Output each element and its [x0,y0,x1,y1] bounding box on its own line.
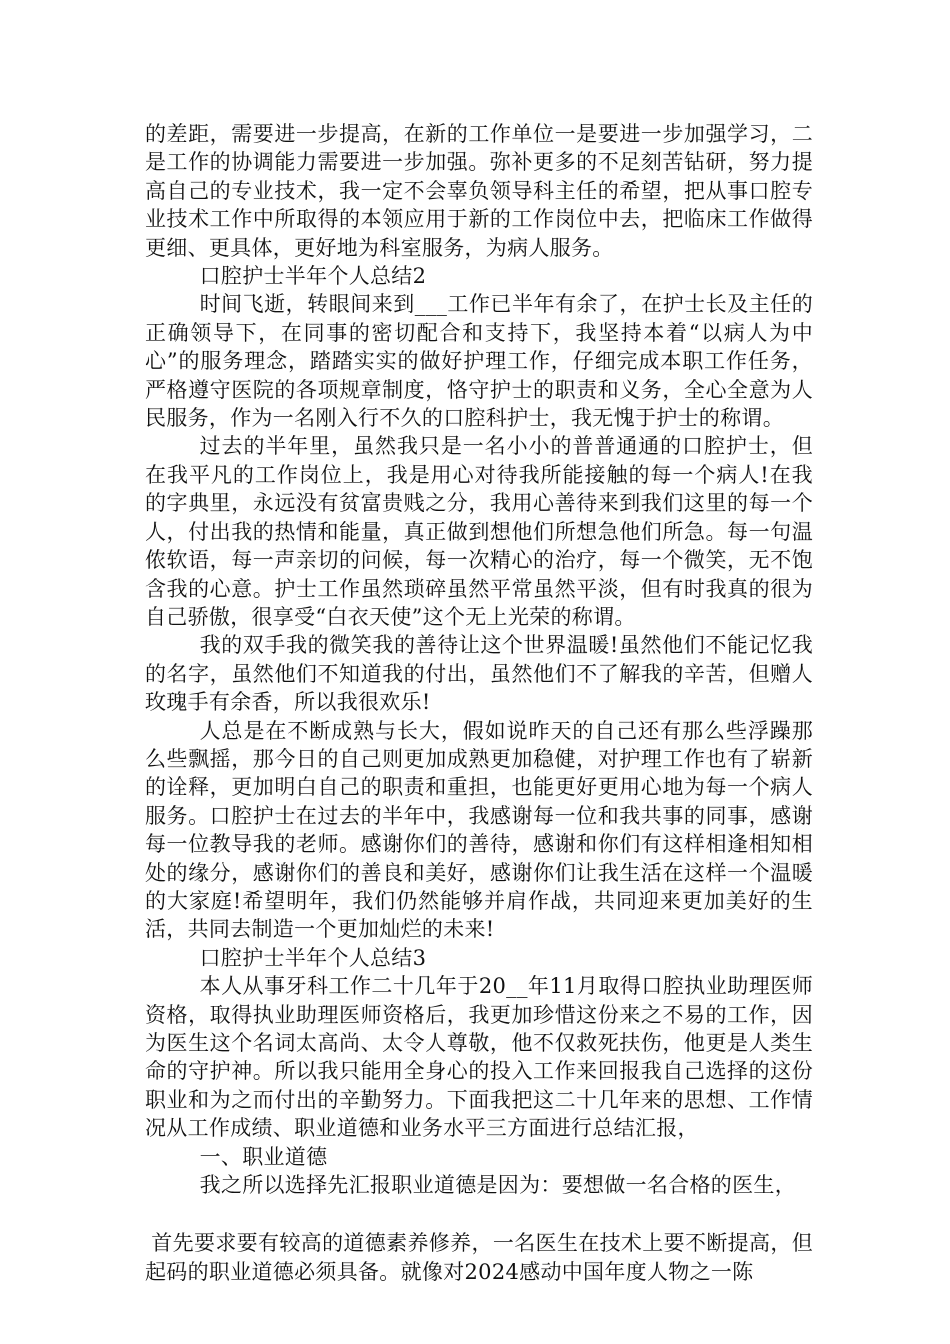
paragraph-2-1: 时间飞逝，转眼间来到___工作已半年有余了，在护士长及主任的正确领导下，在同事的密切配合和支持下，我坚持本着“以病人为中心”的服务理念，踏踏实实的做好护理工作，仔细完成本职工作任务，严格遵守医院的各项规章制度，恪守护士的职责和义务，全心全意为人民服务，作为一名刚入行不久的口腔科护士，我无愧于护士的称谓。 [145,292,813,431]
paragraph-3-1: 本人从事牙科工作二十几年于20__年11月取得口腔执业助理医师资格，取得执业助理医师资格后，我更加珍惜这份来之不易的工作，因为医生这个名词太高尚、太令人尊敬，他不仅救死扶伤，他更是人类生命的守护神。所以我只能用全身心的投入工作来回报我自己选择的这份职业和为之而付出的辛勤努力。下面我把这二十几年来的思想、工作情况从工作成绩、职业道德和业务水平三方面进行总结汇报， [145,974,813,1141]
paragraph-2-4: 人总是在不断成熟与长大，假如说昨天的自己还有那么些浮躁那么些飘摇，那今日的自己则更加成熟更加稳健，对护理工作也有了崭新的诠释，更加明白自己的职责和重担，也能更好更用心地为每一个病人服务。口腔护士在过去的半年中，我感谢每一位和我共事的同事，感谢每一位教导我的老师。感谢你们的善待，感谢和你们有这样相逢相知相处的缘分，感谢你们的善良和美好，感谢你们让我生活在这样一个温暖的大家庭!希望明年，我们仍然能够并肩作战，共同迎来更加美好的生活，共同去制造一个更加灿烂的未来! [145,718,813,942]
subsection-heading-ethics: 一、职业道德 [199,1144,328,1169]
section-heading-2: 口腔护士半年个人总结2 [199,264,427,289]
paragraph-2-3: 我的双手我的微笑我的善待让这个世界温暖!虽然他们不能记忆我的名字，虽然他们不知道我的付出，虽然他们不了解我的辛苦，但赠人玫瑰手有余香，所以我很欢乐! [145,633,813,715]
paragraph-2-2: 过去的半年里，虽然我只是一名小小的普普通通的口腔护士，但在我平凡的工作岗位上，我是用心对待我所能接触的每一个病人!在我的字典里，永远没有贫富贵贱之分，我用心善待来到我们这里的每一个人，付出我的热情和能量，真正做到想他们所想急他们所急。每一句温侬软语，每一声亲切的问候，每一次精心的治疗，每一个微笑，无不饱含我的心意。护士工作虽然琐碎虽然平常虽然平淡，但有时我真的很为自己骄傲，很享受“白衣天使”这个无上光荣的称谓。 [145,434,813,629]
paragraph-intro: 的差距，需要进一步提高，在新的工作单位一是要进一步加强学习，二是工作的协调能力需要进一步加强。弥补更多的不足刻苦钻研，努力提高自己的专业技术，我一定不会辜负领导科主任的希望，把从事口腔专业技术工作中所取得的本领应用于新的工作岗位中去，把临床工作做得更细、更具体，更好地为科室服务，为病人服务。 [145,122,813,260]
document-page [145,120,813,1286]
page-break-gap [145,1199,813,1229]
paragraph-3-2: 我之所以选择先汇报职业道德是因为：要想做一名合格的医生， [199,1173,796,1198]
section-heading-3: 口腔护士半年个人总结3 [199,945,427,970]
paragraph-3-3: 首先要求要有较高的道德素养修养，一名医生在技术上要不断提高，但起码的职业道德必须具备。就像对2024感动中国年度人物之一陈 [145,1231,813,1284]
